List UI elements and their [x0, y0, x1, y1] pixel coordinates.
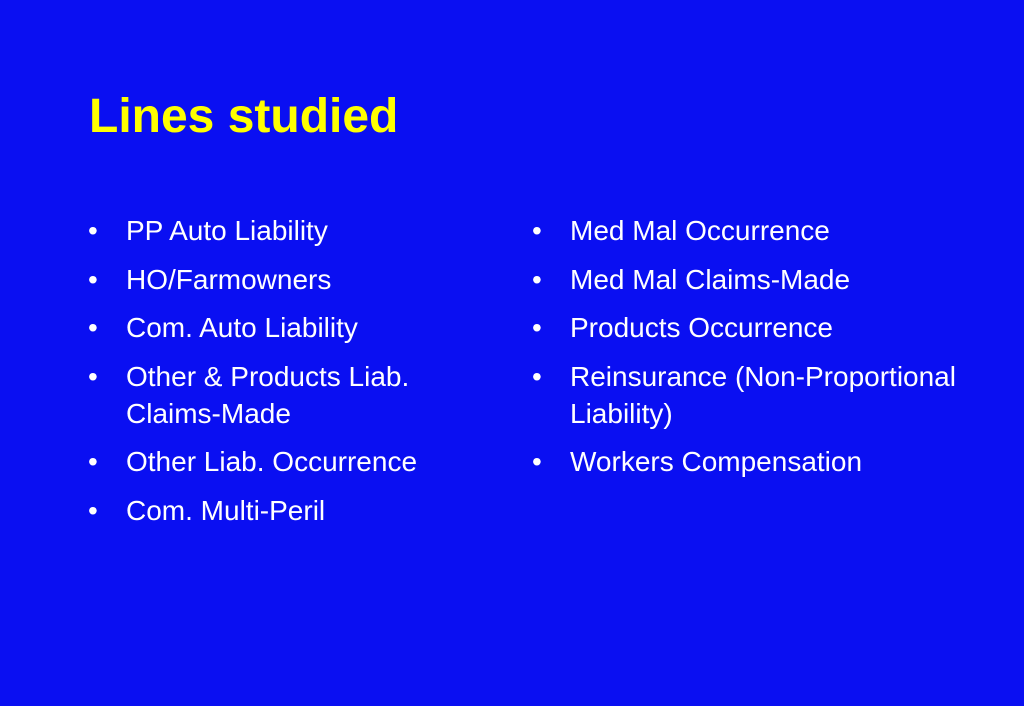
bullet-icon: • — [88, 446, 98, 477]
bullet-icon: • — [532, 446, 542, 477]
list-item-text: Other Liab. Occurrence — [126, 446, 418, 477]
slide-title: Lines studied — [89, 90, 399, 143]
bullet-icon: • — [88, 263, 98, 295]
list-item — [532, 261, 972, 298]
bullet-icon: • — [532, 312, 542, 343]
list-item-text: Med Mal Claims-Made — [570, 263, 851, 295]
left-bullet-list — [88, 212, 508, 540]
list-item-text: HO/Farmowners — [126, 263, 332, 295]
list-item — [532, 358, 972, 432]
list-item — [88, 309, 508, 346]
list-item-text: Com. Multi-Peril — [126, 494, 326, 526]
bullet-icon: • — [88, 494, 98, 526]
list-item — [88, 358, 508, 432]
list-item — [532, 212, 972, 249]
list-item — [532, 443, 972, 480]
list-item-text: Workers Compensation — [570, 446, 863, 477]
list-item-text: Com. Auto Liability — [126, 312, 358, 343]
list-item — [88, 492, 508, 529]
list-item — [88, 443, 508, 480]
list-item — [532, 309, 972, 346]
list-item-text: Reinsurance (Non-Proportional Liability) — [570, 360, 956, 429]
bullet-icon: • — [88, 360, 98, 392]
list-item-text: Products Occurrence — [570, 312, 833, 343]
bullet-icon: • — [532, 263, 542, 295]
bullet-icon: • — [532, 360, 542, 392]
list-item-text: Other & Products Liab. Claims-Made — [126, 360, 410, 429]
list-item — [88, 261, 508, 298]
list-item — [88, 212, 508, 249]
bullet-icon: • — [532, 215, 542, 246]
right-bullet-list — [532, 212, 972, 492]
bullet-icon: • — [88, 312, 98, 343]
list-item-text: PP Auto Liability — [126, 215, 328, 246]
list-item-text: Med Mal Occurrence — [570, 215, 830, 246]
bullet-icon: • — [88, 215, 98, 246]
